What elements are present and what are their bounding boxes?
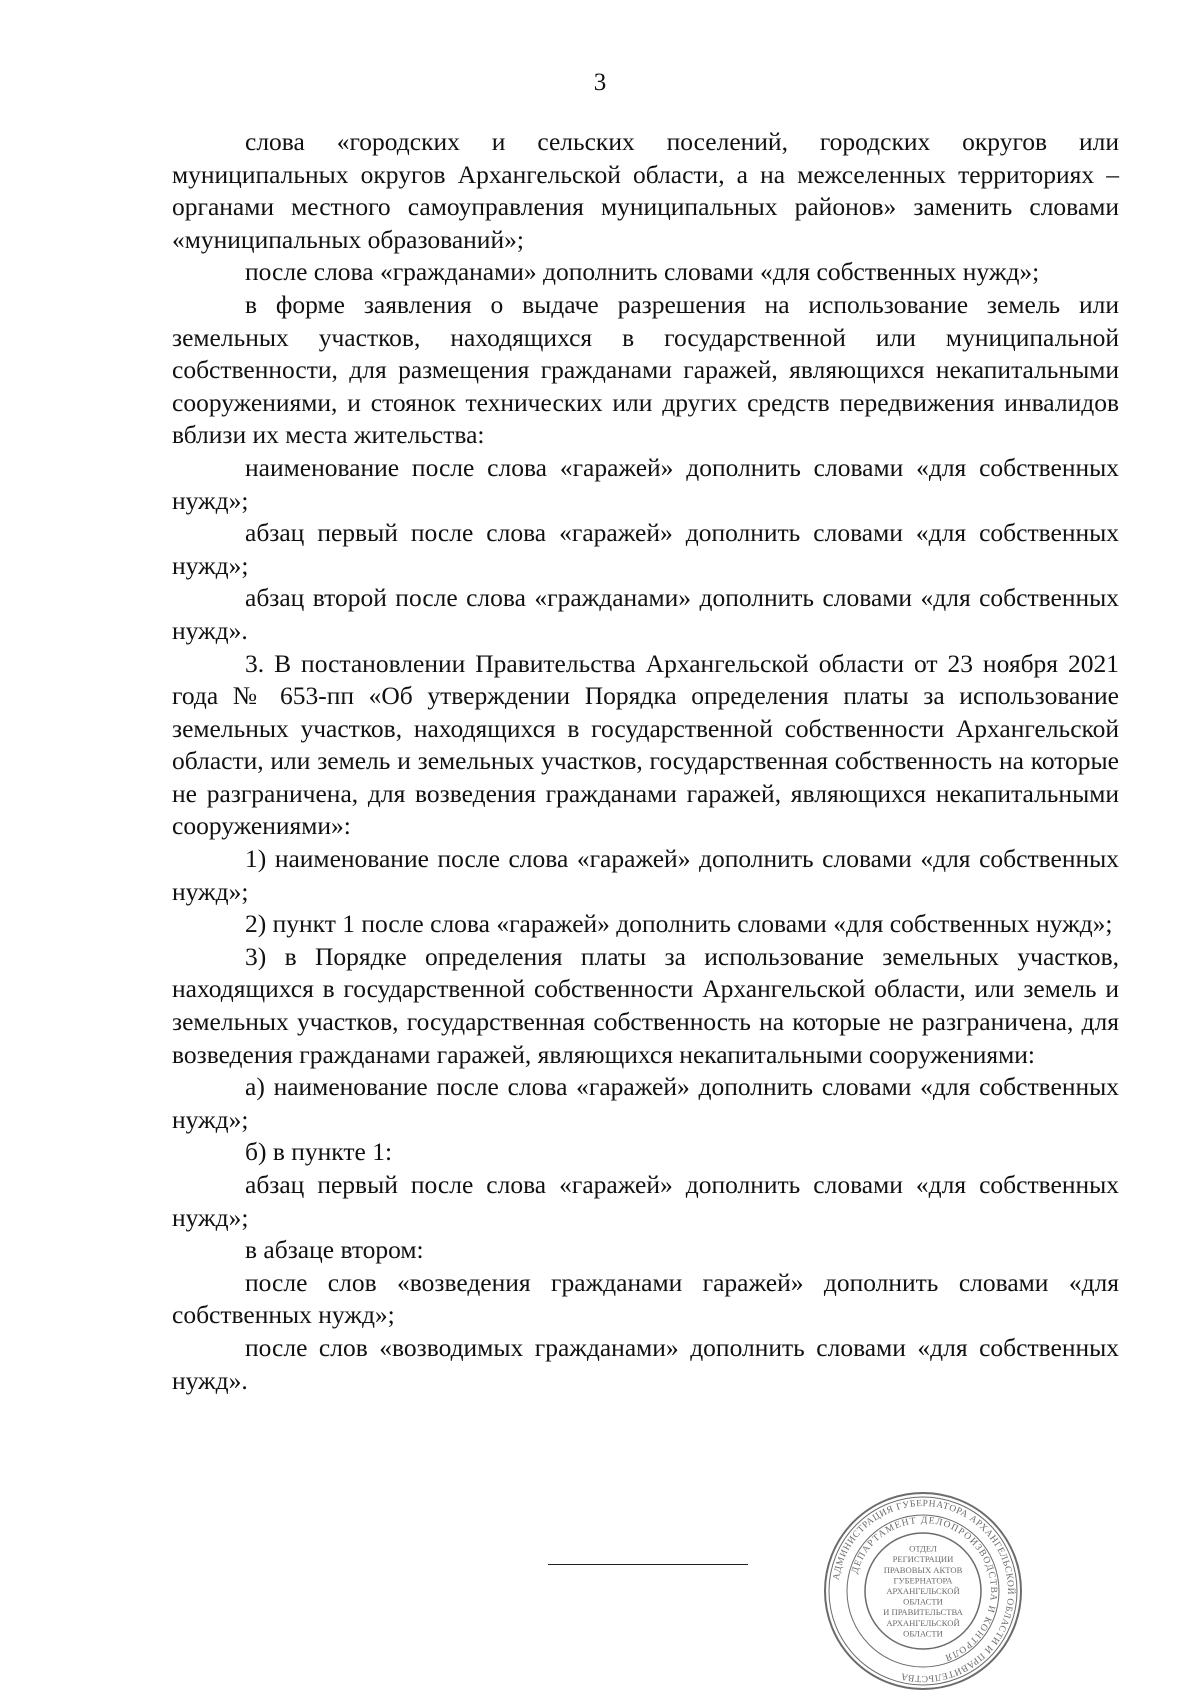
stamp-center-line: ОБЛАСТИ: [903, 1628, 943, 1639]
paragraph: б) в пункте 1:: [245, 1137, 393, 1167]
paragraph: после слов «возведения гражданами гаражей» дополнить словами «для собственных нужд»;: [172, 1267, 1119, 1330]
paragraph: 2) пункт 1 после слова «гаражей» дополнить словами «для собственных нужд»;: [245, 909, 1113, 939]
stamp-center-line: РЕГИСТРАЦИИ: [892, 1554, 954, 1565]
stamp-center-line: АРХАНГЕЛЬСКОЙ: [886, 1586, 960, 1596]
stamp-center-line: ОБЛАСТИ: [903, 1596, 943, 1607]
stamp-outer-text: АДМИНИСТРАЦИЯ ГУБЕРНАТОРА АРХАНГЕЛЬСКОЙ ОБЛАСТИ И ПРАВИТЕЛЬСТВА: [831, 1498, 1016, 1684]
paragraph: абзац второй после слова «гражданами» дополнить словами «для собственных нужд».: [172, 583, 1119, 645]
paragraph: 1) наименование после слова «гаражей» дополнить словами «для собственных нужд»;: [172, 844, 1119, 906]
document-body: [172, 126, 1119, 1397]
paragraph: слова «городских и сельских поселений, городских округов или муниципальных округов Архангельской области, а на межселенных территориях – органами местного самоуправления муниципальных районов» заменить словами «муниципальных образований»;: [172, 127, 1119, 254]
paragraph: абзац первый после слова «гаражей» дополнить словами «для собственных нужд»;: [172, 518, 1119, 580]
stamp-center-line: ПРАВОВЫХ АКТОВ: [883, 1564, 963, 1575]
page-number: 3: [593, 69, 607, 96]
paragraph: в абзаце втором:: [245, 1235, 424, 1265]
paragraph: в форме заявления о выдаче разрешения на использование земель или земельных участков, находящихся в государственной или муниципальной собственности, для размещения гражданами гаражей, являющихся некапитальными сооружениями, и стоянок технических или других средств передвижения инвалидов вблизи их места жительства:: [172, 289, 1119, 450]
registration-stamp: [822, 1490, 1024, 1692]
stamp-center-text: [883, 1544, 963, 1639]
signature-divider-line: [548, 1564, 748, 1565]
paragraph: абзац первый после слова «гаражей» дополнить словами «для собственных нужд»;: [172, 1170, 1119, 1232]
stamp-center-line: ОТДЕЛ: [909, 1543, 937, 1554]
paragraph: наименование после слова «гаражей» дополнить словами «для собственных нужд»;: [172, 452, 1119, 515]
stamp-center-line: ГУБЕРНАТОРА: [893, 1575, 953, 1586]
paragraph: а) наименование после слова «гаражей» дополнить словами «для собственных нужд»;: [172, 1072, 1119, 1134]
stamp-center-line: И ПРАВИТЕЛЬСТВА: [883, 1607, 963, 1618]
stamp-inner-text: ДЕПАРТАМЕНТ ДЕЛОПРОИЗВОДСТВА И КОНТРОЛЯ: [850, 1515, 999, 1663]
paragraph: 3) в Порядке определения платы за использование земельных участков, находящихся в государственной собственности Архангельской области, или земель и земельных участков, государственная собственность на которые не разграничена, для возведения гражданами гаражей, являющихся некапитальными сооружениями:: [172, 941, 1119, 1069]
paragraph: после слов «возводимых гражданами» дополнить словами «для собственных нужд».: [172, 1332, 1119, 1395]
paragraph: после слова «гражданами» дополнить словами «для собственных нужд»;: [245, 257, 1040, 287]
stamp-center-line: АРХАНГЕЛЬСКОЙ: [886, 1617, 960, 1628]
paragraph: 3. В постановлении Правительства Архангельской области от 23 ноября 2021 года № 653-пп «Об утверждении Порядка определения платы за использование земельных участков, находящихся в государственной собственности Архангельской области, или земель и земельных участков, государственная собственность на которые не разграничена, для возведения гражданами гаражей, являющихся некапитальными сооружениями»:: [172, 648, 1119, 841]
